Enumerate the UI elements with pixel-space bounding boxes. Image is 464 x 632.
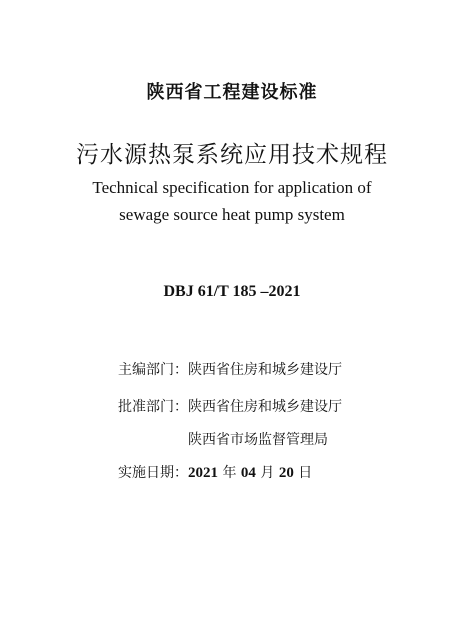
implementation-date-year: 2021 <box>188 465 218 481</box>
approval-department-value-2: 陕西省市场监督管理局 <box>188 432 328 448</box>
standard-category-heading: 陕西省工程建设标准 <box>146 82 318 103</box>
document-title-chinese: 污水源热泵系统应用技术规程 <box>76 142 388 168</box>
document-title-english-line-2: sewage source heat pump system <box>119 205 345 224</box>
editor-department-label: 主编部门： <box>118 362 188 378</box>
standard-code: DBJ 61/T 185 –2021 <box>163 283 301 300</box>
editor-department-row <box>118 359 342 379</box>
implementation-date-label: 实施日期： <box>118 465 188 481</box>
approval-department-row <box>118 396 342 416</box>
document-title-english-line-1: Technical specification for application of <box>92 178 372 197</box>
implementation-date-month-unit: 月 <box>255 465 279 481</box>
editor-department-value: 陕西省住房和城乡建设厅 <box>188 362 342 378</box>
approval-department-label: 批准部门： <box>118 399 188 415</box>
implementation-date-day-unit: 日 <box>293 465 313 481</box>
implementation-date-row <box>118 462 312 482</box>
implementation-date-month: 04 <box>240 465 256 481</box>
approval-department-value-1: 陕西省住房和城乡建设厅 <box>188 399 342 415</box>
implementation-date-year-unit: 年 <box>218 465 241 481</box>
implementation-date-day: 20 <box>278 465 294 481</box>
approval-department-row-2 <box>188 429 328 449</box>
